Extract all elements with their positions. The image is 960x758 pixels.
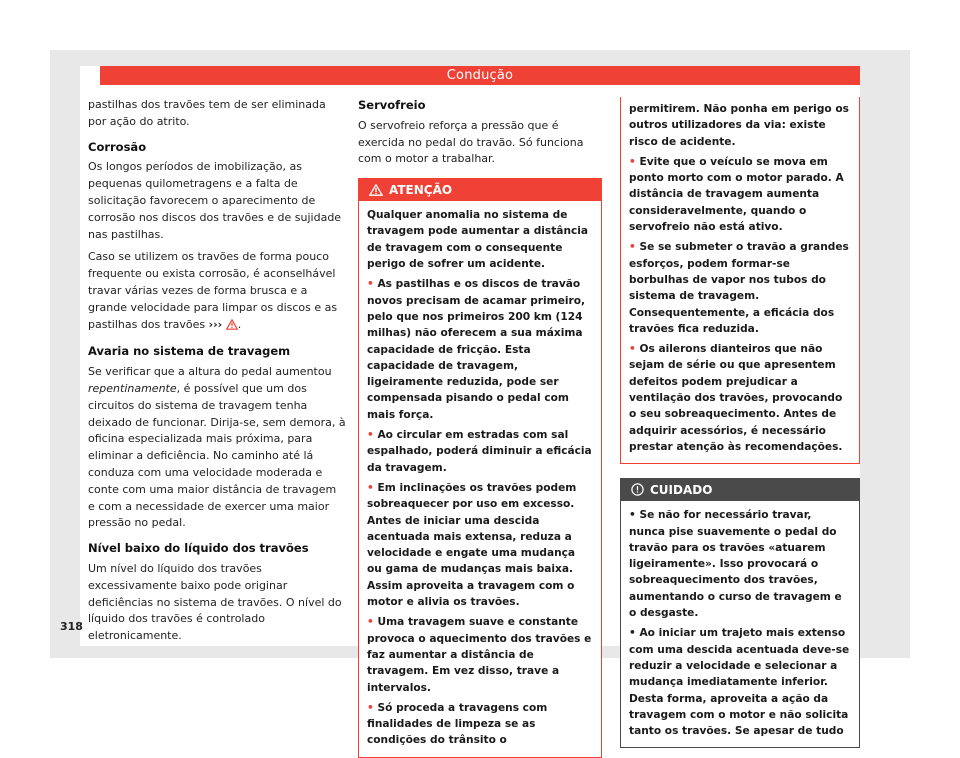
warning-item-text: As pastilhas e os discos de travão novos precisam de acamar primeiro, pelo que nos primeiros 200 km (124 milhas) não oferecem a sua máxima capacidade de fricção. Esta capacidade de travagem, ligeiramente reduzida, pode ser compensada pisando o pedal com mais força.: [367, 278, 586, 421]
warning-body: [359, 201, 601, 757]
cross-ref-arrows[interactable]: ›››: [208, 317, 223, 331]
paragraph: [88, 364, 346, 532]
bullet-icon: •: [629, 241, 636, 254]
warning-item-text: Os ailerons dianteiros que não sejam de série ou que apresentem defeitos podem prejudicar a ventilação dos travões, provocando o seu sobreaquecimento. Antes de adquirir acessórios, é necessário prestar atenção às recomendações.: [629, 343, 843, 453]
caution-item-text: Se não for necessário travar, nunca pise suavemente o pedal do travão para os travões «atuarem ligeiramente». Isso provocará o sobreaquecimento dos travões, aumentando o curso de travagem e o desgaste.: [629, 509, 842, 620]
warning-item: [629, 154, 851, 235]
bullet-icon: •: [629, 509, 636, 522]
column-right: [620, 97, 860, 748]
caution-item: [629, 507, 851, 621]
warning-item: [367, 480, 593, 610]
info-circle-icon: [631, 481, 644, 503]
text: Se verificar que a altura do pedal aumentou: [88, 365, 332, 379]
warning-triangle-icon: [369, 181, 383, 203]
caution-title: CUIDADO: [650, 483, 713, 498]
warning-header: [359, 179, 601, 201]
paragraph: Um nível do líquido dos travões excessivamente baixo pode originar deficiências no sistema de travões. O nível do líquido dos travões é controlado eletronicamente.: [88, 561, 342, 643]
bullet-icon: •: [367, 481, 374, 494]
bullet-icon: •: [367, 701, 374, 714]
warning-item-text: Ao circular em estradas com sal espalhado, poderá diminuir a eficácia da travagem.: [367, 429, 592, 474]
paragraph: Os longos períodos de imobilização, as pequenas quilometragens e a falta de solicitação favorecem o aparecimento de corrosão nos discos dos travões e de sujidade nas pastilhas.: [88, 160, 342, 241]
warning-item-text: Evite que o veículo se mova em ponto morto com o motor parado. A distância de travagem aumenta consideravelmente, quando o servofreio não está ativo.: [629, 155, 844, 234]
heading-nivel: Nível baixo do líquido dos travões: [88, 541, 309, 556]
heading-avaria: Avaria no sistema de travagem: [88, 344, 291, 359]
warning-item: [629, 341, 851, 455]
warning-intro-continued: permitirem. Não ponha em perigo os outros utilizadores da via: existe risco de acidente.: [629, 103, 849, 148]
bullet-icon: •: [367, 616, 374, 629]
page-number: 318: [60, 620, 83, 633]
bullet-icon: •: [629, 627, 636, 640]
paragraph: O servofreio reforça a pressão que é exercida no pedal do travão. Só funciona com o motor a trabalhar.: [358, 118, 584, 166]
heading-corrosao: Corrosão: [88, 139, 147, 154]
paragraph: pastilhas dos travões tem de ser eliminada por ação do atrito.: [88, 98, 326, 128]
caution-header: [621, 479, 859, 501]
warning-item-text: Em inclinações os travões podem sobreaquecer por uso em excesso. Antes de iniciar uma descida acentuada mais extensa, reduza a velocidade e engate uma mudança ou gama de mudanças mais baixa. Assim aproveita a travagem com o motor e alivia os travões.: [367, 481, 577, 609]
text: , é possível que um dos circuitos do sistema de travagem tenha deixado de funcionar. Dirija-se, sem demora, à oficina especializada mais próxima, para eliminar a deficiência. No caminho até lá conduza com uma velocidade moderada e conte com uma maior distância de travagem e com a necessidade de exercer uma maior pressão no pedal.: [88, 381, 346, 530]
bullet-icon: •: [629, 155, 636, 168]
warning-item: [367, 427, 593, 476]
warning-item: [629, 239, 851, 337]
caution-body: [621, 501, 859, 747]
column-left: [88, 97, 346, 651]
warning-intro: Qualquer anomalia no sistema de travagem pode aumentar a distância de travagem com o consequente perigo de sofrer um acidente.: [367, 209, 589, 271]
warning-title: ATENÇÃO: [389, 183, 453, 198]
warning-triangle-icon: [226, 319, 238, 336]
bullet-icon: •: [367, 278, 374, 291]
heading-servofreio: Servofreio: [358, 98, 426, 112]
caution-item: [629, 625, 851, 739]
section-header: Condução: [100, 66, 860, 85]
paragraph-text: Caso se utilizem os travões de forma pouco frequente ou exista corrosão, é aconselhável travar várias vezes de forma brusca e a grande velocidade para limpar os discos e as pastilhas dos travões: [88, 250, 338, 331]
column-middle: [358, 97, 602, 758]
warning-item: [367, 276, 593, 423]
bullet-icon: •: [629, 343, 636, 356]
caution-item-text: Ao iniciar um trajeto mais extenso com uma descida acentuada deve-se reduzir a velocidade e selecionar a mudança imediatamente inferior. Desta forma, aproveita a ação da travagem com o motor e não solicita tanto os travões. Se apesar de tudo: [629, 627, 850, 738]
warning-body-continued: [621, 97, 859, 463]
warning-item: [367, 700, 593, 749]
warning-item-text: Se se submeter o travão a grandes esforços, podem formar-se borbulhas de vapor nos tubos do sistema de travagem. Consequentemente, a eficácia dos travões fica reduzida.: [629, 241, 849, 335]
warning-item-text: Só proceda a travagens com finalidades de limpeza se as condições do trânsito o: [367, 701, 548, 747]
bullet-icon: •: [367, 429, 374, 442]
warning-box-continued: [620, 97, 860, 464]
warning-item: [367, 614, 593, 695]
warning-item-text: Uma travagem suave e constante provoca o aquecimento dos travões e faz aumentar a distância de travagem. Em vez disso, trave a intervalos.: [367, 616, 592, 694]
emphasis: repentinamente: [88, 381, 177, 395]
paragraph-with-ref: Caso se utilizem os travões de forma pouco frequente ou exista corrosão, é aconselhável travar várias vezes de forma brusca e a grande velocidade para limpar os discos e as pastilhas dos travões ››› .: [88, 249, 346, 335]
warning-box: [358, 178, 602, 758]
